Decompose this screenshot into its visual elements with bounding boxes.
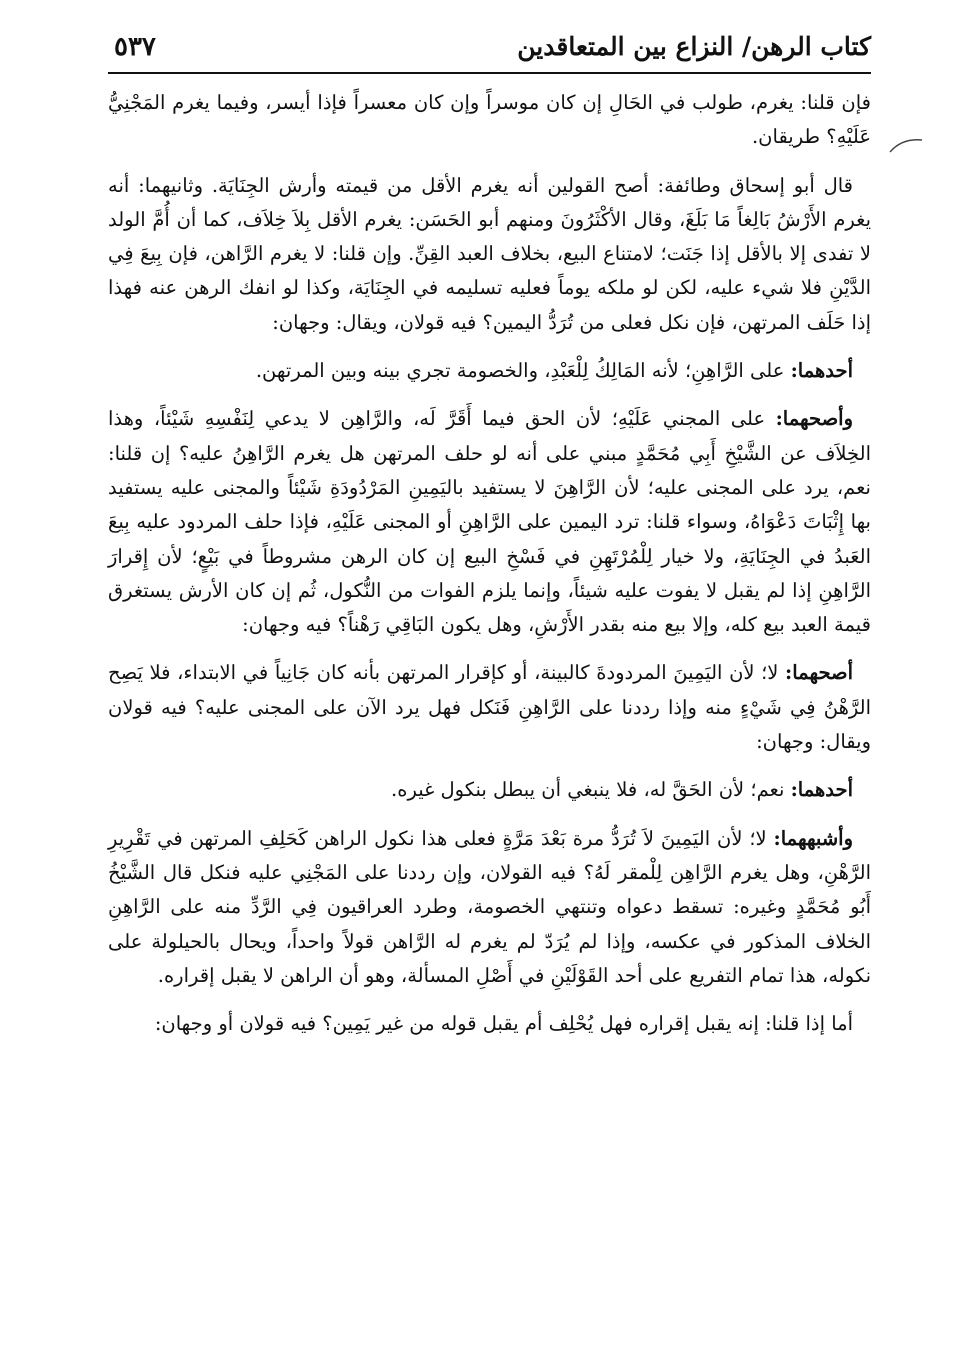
- header-rule: [108, 72, 871, 74]
- paragraph-text: أما إذا قلنا: إنه يقبل إقراره فهل يُحْلِف أم يقبل قوله من غير يَمِين؟ فيه قولان أو وجهان:: [154, 1012, 853, 1036]
- paragraph-lead: أحدهما:: [790, 359, 853, 383]
- page-header: [108, 26, 871, 70]
- running-title: كتاب الرهن/ النزاع بين المتعاقدين: [517, 32, 871, 61]
- paragraph-6: [108, 773, 871, 807]
- margin-stroke-mark: [888, 134, 924, 156]
- page-body: [108, 86, 871, 1055]
- paragraph-text: نعم؛ لأن الحَقَّ له، فلا ينبغي أن يبطل بنكول غيره.: [391, 778, 785, 802]
- paragraph-lead: وأشبههما:: [773, 826, 853, 850]
- paragraph-lead: أحدهما:: [790, 778, 853, 802]
- paragraph-5: [108, 656, 871, 759]
- paragraph-text: قال أبو إسحاق وطائفة: أصح القولين أنه يغرم الأقل من قيمته وأرش الجِنَايَة. وثانيهما: أنه يغرم الأَرْشُ بَالِغاً مَا بَلَغَ، وقال الأكْثَرُونَ ومنهم أبو الحَسَن: يغرم الأقل بِلاَ خِلاَف، كما أن أُمَّ الولد لا تفدى إلا بالأقل إذا جَنَت؛ لامتناع البيع، بخلاف العبد القِنِّ. وإن قلنا: لا يغرم الرَّاهن، فإن بِيعَ فِي الدَّيْنِ فلا شيء عليه، لكن لو ملكه يوماً فعليه تسليمه في الجِنَايَة، وكذا لو انفك الرهن عنه فهذا إذا حَلَف المرتهن، فإن نكل فعلى من تُرَدُّ اليمين؟ فيه قولان، ويقال: وجهان:: [108, 173, 871, 334]
- paragraph-2: [108, 169, 871, 340]
- paragraph-lead: وأصحهما:: [775, 407, 853, 431]
- paragraph-text: لا؛ لأن اليَمِينَ لاَ تُرَدُّ مرة بَعْدَ مَرَّةٍ فعلى هذا نكول الراهن كَحَلِفِ المرتهن في تَقْرِيرِ الرَّهْنِ، وهل يغرم الرَّاهِن لِلْمقر لَهُ؟ فيه القولان، وإن رددنا على المَجْنِي عليه فنكل قال الشَّيْخُ أَبُو مُحَمَّدٍ وغيره: تسقط دعواه وتنتهي الخصومة، وطرد العراقيون فِي الرَّدِّ منه على الرَّاهِنِ الخلاف المذكور في عكسه، وإذا لم يُرَدّ لم يغرم له الرَّاهن قولاً واحداً، ويحال بالحيلولة على نكوله، هذا تمام التفريع على أحد القَوْلَيْنِ في أَصْلِ المسألة، وهو أن الراهن لا يقبل إقراره.: [108, 826, 871, 987]
- paragraph-text: فإن قلنا: يغرم، طولب في الحَالِ إن كان موسراً وإن كان معسراً فإذا أيسر، وفيما يغرم المَجْنِيُّ عَلَيْهِ؟ طريقان.: [108, 91, 871, 149]
- paragraph-1: [108, 86, 871, 155]
- paragraph-4: [108, 402, 871, 642]
- paragraph-text: لا؛ لأن اليَمِينَ المردودةَ كالبينة، أو كإقرار المرتهن بأنه كان جَانِياً في الابتداء، فلا يَصِح الرَّهْنُ فِي شَيْءٍ منه وإذا رددنا على الرَّاهِنِ فَنَكل فهل يرد الآن على المجنى عليه؟ فيه قولان ويقال: وجهان:: [108, 661, 871, 754]
- paragraph-lead: أصحهما:: [785, 661, 854, 685]
- paragraph-text: على المجني عَلَيْهِ؛ لأن الحق فيما أَقَرَّ لَه، والرَّاهِن لا يدعي لِنَفْسِهِ شَيْئاً، وهذا الخِلاَف عن الشَّيْخِ أَبِي مُحَمَّدٍ مبني على أنه لو حلف المرتهن هل يغرم الرَّاهِنُ عليه؟ إن قلنا: نعم، يرد على المجنى عليه؛ لأن الرَّاهِنَ لا يستفيد باليَمِينِ المَرْدُودَةِ شَيْئاً والمجنى عليه يستفيد بها إِثْبَاتَ دَعْوَاهُ، وسواء قلنا: ترد اليمين على الرَّاهِنِ أو المجنى عَلَيْهِ، فإذا حلف المردود عليه بِيعَ العَبدُ في الجِنَايَةِ، ولا خيار لِلْمُرْتَهِنِ في فَسْخِ البيع إن كان الرهن مشروطاً في بَيْعٍ؛ لأن إِقرارَ الرَّاهِنِ إذا لم يقبل لا يفوت عليه شيئاً، وإنما يلزم الفوات من النُّكول، ثُم إن كان الأرش يستغرق قيمة العبد بيع كله، وإلا بيع منه بقدر الأَرْشِ، وهل يكون البَاقِي رَهْناً؟ فيه وجهان:: [108, 407, 871, 637]
- paragraph-text: على الرَّاهِنِ؛ لأنه المَالِكُ لِلْعَبْدِ، والخصومة تجري بينه وبين المرتهن.: [255, 359, 785, 383]
- paragraph-7: [108, 822, 871, 993]
- paragraph-8: [108, 1007, 871, 1041]
- page-number: ٥٣٧: [114, 32, 156, 62]
- paragraph-3: [108, 354, 871, 388]
